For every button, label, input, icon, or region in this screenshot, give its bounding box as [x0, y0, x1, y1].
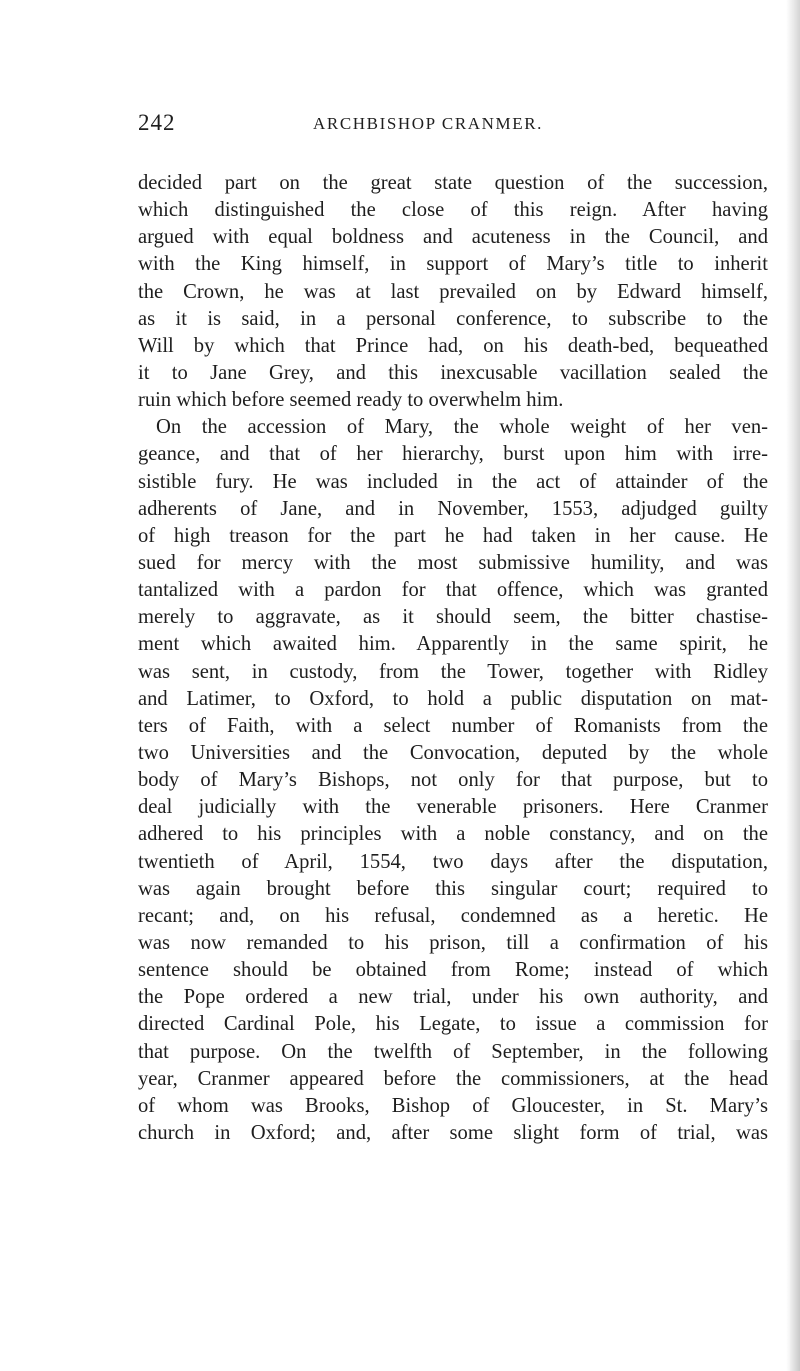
text-line: two Universities and the Convocation, deputed by the whole [138, 741, 768, 764]
text-line: the Pope ordered a new trial, under his own authority, and [138, 986, 768, 1009]
text-line: as it is said, in a personal conference, to subscribe to the [138, 307, 768, 330]
text-line: Will by which that Prince had, on his death-bed, bequeathed [138, 334, 768, 357]
running-head: ARCHBISHOP CRANMER. [313, 114, 544, 133]
text-line: recant; and, on his refusal, condemned as a heretic. He [138, 904, 768, 927]
page-edge-shadow-lower [790, 1040, 800, 1371]
text-line: of high treason for the part he had taken in her cause. He [138, 524, 768, 547]
text-line: adherents of Jane, and in November, 1553, adjudged guilty [138, 497, 768, 520]
text-line: sistible fury. He was included in the act of attainder of the [138, 470, 768, 493]
body-text [138, 170, 768, 1147]
text-line: church in Oxford; and, after some slight form of trial, was [138, 1121, 768, 1144]
text-line: ment which awaited him. Apparently in the same spirit, he [138, 633, 768, 656]
text-line: body of Mary’s Bishops, not only for that purpose, but to [138, 769, 768, 792]
text-line: adhered to his principles with a noble constancy, and on the [138, 823, 768, 846]
text-line: ters of Faith, with a select number of Romanists from the [138, 714, 768, 737]
text-line: twentieth of April, 1554, two days after the disputation, [138, 850, 768, 873]
text-line: and Latimer, to Oxford, to hold a public disputation on mat- [138, 687, 768, 710]
text-line: decided part on the great state question of the succession, [138, 172, 768, 194]
page-number: 242 [138, 110, 176, 135]
text-line: year, Cranmer appeared before the commissioners, at the head [138, 1067, 768, 1090]
text-line: was again brought before this singular court; required to [138, 877, 768, 900]
text-line: was now remanded to his prison, till a confirmation of his [138, 931, 768, 954]
text-line: of whom was Brooks, Bishop of Gloucester, in St. Mary’s [138, 1094, 768, 1117]
text-line: was sent, in custody, from the Tower, together with Ridley [138, 660, 768, 683]
text-line: it to Jane Grey, and this inexcusable vacillation sealed the [138, 361, 768, 384]
text-line: ruin which before seemed ready to overwhelm him. [138, 389, 564, 412]
text-line: that purpose. On the twelfth of September, in the following [138, 1040, 768, 1063]
text-line: the Crown, he was at last prevailed on by Edward himself, [138, 280, 768, 303]
text-line: with the King himself, in support of Mary’s title to inherit [138, 253, 768, 276]
text-line: sentence should be obtained from Rome; instead of which [138, 959, 768, 982]
paragraph-first-line: On the accession of Mary, the whole weight of her ven- [156, 416, 768, 439]
text-line: which distinguished the close of this reign. After having [138, 199, 768, 222]
text-line: geance, and that of her hierarchy, burst upon him with irre- [138, 443, 768, 466]
text-line: deal judicially with the venerable prisoners. Here Cranmer [138, 796, 768, 819]
text-line: tantalized with a pardon for that offence, which was granted [138, 579, 768, 602]
text-line: sued for mercy with the most submissive humility, and was [138, 551, 768, 574]
page-header [138, 110, 768, 140]
text-line: merely to aggravate, as it should seem, the bitter chastise- [138, 606, 768, 629]
text-line: directed Cardinal Pole, his Legate, to issue a commission for [138, 1013, 768, 1036]
text-line: argued with equal boldness and acuteness in the Council, and [138, 226, 768, 249]
